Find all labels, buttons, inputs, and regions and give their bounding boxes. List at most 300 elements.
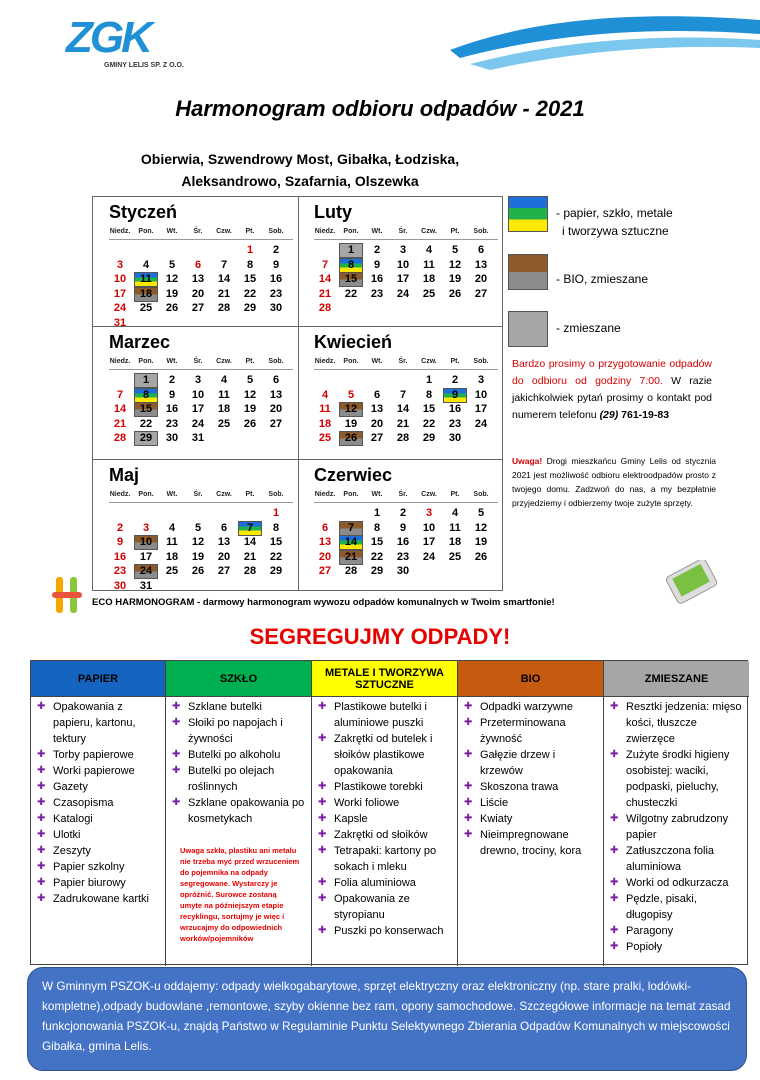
calendar-day: 16 xyxy=(269,273,283,285)
calendar-day: 3 xyxy=(194,374,202,386)
weekday-label: Czw. xyxy=(421,228,437,235)
waste-item: ✚ Odpadki warzywne xyxy=(462,699,599,715)
calendar-day: 29 xyxy=(370,565,384,577)
column-header: BIO xyxy=(458,661,603,697)
calendar-day: 6 xyxy=(373,388,381,401)
column-header: SZKŁO xyxy=(166,661,311,697)
waste-item: ✚ Opakowania ze styropianu xyxy=(316,891,453,923)
weekday-label: Niedz. xyxy=(314,491,336,498)
calendar-day: 15 xyxy=(340,273,362,286)
calendar-day: 12 xyxy=(474,521,488,534)
waste-item: ✚ Opakowania z papieru, kartonu, tektury xyxy=(35,699,161,747)
calendar-day: 1 xyxy=(373,507,381,519)
weekday-label: Niedz. xyxy=(314,228,336,235)
calendar-day: 9 xyxy=(444,389,466,402)
calendar-day: 25 xyxy=(165,565,179,577)
month-0 xyxy=(93,197,298,327)
note-red-text: Bardzo prosimy o przygotowanie odpadów do odbioru od godziny 7:00. xyxy=(512,358,712,387)
calendar-day: 2 xyxy=(116,521,124,534)
calendar-day: 7 xyxy=(116,388,124,401)
weekday-label: Czw. xyxy=(216,491,232,498)
calendar-day: 3 xyxy=(116,258,124,271)
logo-text: ZGK xyxy=(66,13,150,62)
calendar-day: 6 xyxy=(272,374,280,386)
column-header: ZMIESZANE xyxy=(604,661,749,697)
calendar-day: 28 xyxy=(318,302,332,314)
waste-item: ✚ Gałęzie drzew i krzewów xyxy=(462,747,599,779)
calendar-grid xyxy=(92,196,503,591)
calendar-day: 26 xyxy=(340,432,362,445)
calendar-day: 27 xyxy=(370,432,384,444)
calendar-day: 22 xyxy=(344,287,358,300)
waste-item: ✚ Worki od odkurzacza xyxy=(608,875,745,891)
calendar-day: 25 xyxy=(139,302,153,314)
calendar-day: 24 xyxy=(474,417,488,430)
weekday-header xyxy=(314,491,498,503)
weekday-header xyxy=(109,491,293,503)
legend-label-segregated xyxy=(556,204,673,240)
calendar-day: 8 xyxy=(425,388,433,401)
calendar-day: 12 xyxy=(448,258,462,271)
calendar-day: 24 xyxy=(191,417,205,430)
weekday-label: Sob. xyxy=(473,228,489,235)
month-name: Marzec xyxy=(109,332,171,352)
calendar-day: 28 xyxy=(344,565,358,577)
waste-item: ✚ Paragony xyxy=(608,923,745,939)
calendar-day: 20 xyxy=(318,550,332,563)
calendar-day: 31 xyxy=(113,316,127,329)
weekday-header xyxy=(314,358,498,370)
weekday-label: Pt. xyxy=(450,228,460,235)
calendar-day: 25 xyxy=(422,287,436,300)
calendar-day: 3 xyxy=(425,507,433,519)
calendar-day: 1 xyxy=(425,374,433,386)
calendar-day: 4 xyxy=(168,521,176,534)
weekday-label: Pon. xyxy=(343,491,359,498)
localities-line-2: Aleksandrowo, Szafarnia, Olszewka xyxy=(181,173,419,189)
calendar-day: 18 xyxy=(165,550,179,563)
note-text: W razie jakichkolwiek pytań prosimy o kontakt pod numerem telefonu xyxy=(512,375,712,421)
calendar-day: 17 xyxy=(139,550,153,563)
calendar-day: 2 xyxy=(399,507,407,519)
calendar-day: 13 xyxy=(370,403,384,415)
calendar-day: 17 xyxy=(422,536,436,548)
calendar-day: 10 xyxy=(422,521,436,534)
calendar-day: 6 xyxy=(477,244,485,256)
calendar-day: 3 xyxy=(142,521,150,534)
calendar-day: 22 xyxy=(139,417,153,430)
calendar-day: 5 xyxy=(477,507,485,519)
weekday-label: Śr. xyxy=(398,228,408,235)
waste-item: ✚ Gazety xyxy=(35,779,161,795)
logo-subtitle: GMINY LELIS SP. Z O.O. xyxy=(104,62,184,69)
weekday-label: Pon. xyxy=(138,491,154,498)
calendar-day: 12 xyxy=(165,273,179,285)
calendar-day: 14 xyxy=(340,536,362,549)
weekday-label: Czw. xyxy=(421,358,437,365)
washing-warning: Uwaga szkła, plastiku ani metalu nie trzeba myć przed wrzuceniem do pojemnika na odpady segregowane. Wystarczy je opróżnić. Surowce zostaną umyte na późniejszym etapie recyklingu, sortujmy je więc i wrzucajmy do odpowiednich worków/pojemników xyxy=(180,846,300,943)
calendar-day: 11 xyxy=(423,258,435,271)
segregation-column xyxy=(166,661,312,966)
calendar-day: 19 xyxy=(344,417,358,430)
calendar-day: 19 xyxy=(448,273,462,285)
weekday-label: Wt. xyxy=(166,228,178,235)
calendar-day: 31 xyxy=(139,579,153,592)
calendar-day: 27 xyxy=(318,565,332,577)
page-title: Harmonogram odbioru odpadów - 2021 xyxy=(175,96,585,121)
calendar-day: 23 xyxy=(370,287,384,300)
waste-item: ✚ Zakrętki od butelek i słoików plastikowe opakowania xyxy=(316,731,453,779)
weekday-label: Sob. xyxy=(268,491,284,498)
calendar-day: 15 xyxy=(422,403,436,415)
calendar-day: 11 xyxy=(135,273,157,286)
pszok-text: W Gminnym PSZOK-u oddajemy: odpady wielkogabarytowe, sprzęt elektryczny oraz elektroniczny (np. stare pralki, lodówki- kompletne),odpady budowlane ,remontowe, szyby okienne bez ram, opony samochodowe. Szczegółowe informacje na temat zasad funkcjonowania PSZOK-u, znajdą Państwo w Regulaminie Punktu Selektywnego Zbierania Odpadów Komunalnych w miejscowości Gibałka, gmina Lelis. xyxy=(42,979,731,1053)
calendar-day: 5 xyxy=(347,388,355,401)
calendar-day: 16 xyxy=(448,403,462,415)
calendar-day: 9 xyxy=(272,258,280,271)
weekday-label: Sob. xyxy=(473,358,489,365)
weekday-label: Niedz. xyxy=(314,358,336,365)
calendar-day: 20 xyxy=(191,287,205,300)
month-name: Czerwiec xyxy=(314,465,393,485)
calendar-day: 14 xyxy=(113,403,127,415)
calendar-day: 29 xyxy=(243,302,257,314)
calendar-day: 26 xyxy=(474,550,488,563)
calendar-day: 23 xyxy=(269,287,283,300)
wave-decoration xyxy=(430,0,760,70)
calendar-day: 20 xyxy=(474,273,488,285)
calendar-day: 25 xyxy=(318,432,332,444)
waste-item: ✚ Papier szkolny xyxy=(35,859,161,875)
calendar-day: 18 xyxy=(422,273,436,285)
calendar-day: 30 xyxy=(113,579,127,592)
calendar-day: 17 xyxy=(191,403,205,415)
calendar-day: 30 xyxy=(269,302,283,314)
weekday-label: Wt. xyxy=(371,228,383,235)
calendar-day: 11 xyxy=(218,388,230,401)
calendar-day: 26 xyxy=(165,302,179,314)
month-name: Luty xyxy=(314,202,352,222)
segregation-table xyxy=(30,660,748,965)
calendar-day: 7 xyxy=(220,258,228,271)
electro-waste-note xyxy=(512,454,716,510)
calendar-day: 30 xyxy=(165,432,179,444)
calendar-day: 17 xyxy=(113,287,127,300)
month-name: Styczeń xyxy=(109,202,178,222)
waste-item: ✚ Worki papierowe xyxy=(35,763,161,779)
weekday-label: Pt. xyxy=(450,491,460,498)
calendar-day: 25 xyxy=(217,417,231,430)
waste-item: ✚ Tetrapaki: kartony po sokach i mleku xyxy=(316,843,453,875)
waste-item: ✚ Worki foliowe xyxy=(316,795,453,811)
calendar-day: 10 xyxy=(396,258,410,271)
calendar-day: 15 xyxy=(243,273,257,285)
legend-label-line: i tworzywa sztuczne xyxy=(562,224,669,238)
waste-item: ✚ Katalogi xyxy=(35,811,161,827)
calendar-day: 26 xyxy=(243,417,257,430)
waste-item: ✚ Pędzle, pisaki, długopisy xyxy=(608,891,745,923)
weekday-label: Wt. xyxy=(371,491,383,498)
calendar-day: 17 xyxy=(474,403,488,415)
calendar-day: 8 xyxy=(135,389,157,402)
waste-item: ✚ Liście xyxy=(462,795,599,811)
weekday-label: Pon. xyxy=(343,228,359,235)
waste-list xyxy=(170,699,307,944)
month-2 xyxy=(93,327,298,457)
calendar-day: 15 xyxy=(269,536,283,548)
calendar-day: 18 xyxy=(135,288,157,301)
calendar-day: 23 xyxy=(396,550,410,563)
calendar-day: 1 xyxy=(272,507,280,519)
waste-item: ✚ Folia aluminiowa xyxy=(316,875,453,891)
weekday-label: Pon. xyxy=(343,358,359,365)
weekday-label: Pon. xyxy=(138,358,154,365)
waste-item: ✚ Zatłuszczona folia aluminiowa xyxy=(608,843,745,875)
weekday-label: Śr. xyxy=(398,358,408,365)
calendar-day: 19 xyxy=(474,536,488,548)
segregation-column xyxy=(31,661,166,966)
calendar-day: 14 xyxy=(217,273,231,285)
smartphone-icon xyxy=(664,560,722,610)
weekday-label: Czw. xyxy=(421,491,437,498)
waste-item: ✚ Zakrętki od słoików xyxy=(316,827,453,843)
weekday-label: Śr. xyxy=(398,491,408,498)
waste-item: ✚ Słoiki po napojach i żywności xyxy=(170,715,307,747)
weekday-label: Niedz. xyxy=(109,358,131,365)
waste-item: ✚ Kwiaty xyxy=(462,811,599,827)
calendar-day: 5 xyxy=(451,244,459,256)
weekday-label: Śr. xyxy=(193,491,203,498)
weekday-header xyxy=(109,358,293,370)
waste-list xyxy=(462,699,599,859)
collection-time-note xyxy=(512,356,712,424)
legend-label-bio: - BIO, zmieszane xyxy=(556,272,649,286)
localities xyxy=(110,148,490,192)
calendar-day: 5 xyxy=(194,521,202,534)
weekday-label: Pt. xyxy=(245,491,255,498)
calendar-day: 12 xyxy=(191,536,205,548)
calendar-day: 9 xyxy=(168,388,176,401)
calendar-day: 9 xyxy=(116,536,124,548)
calendar-day: 13 xyxy=(191,273,205,285)
segregation-heading: SEGREGUJMY ODPADY! xyxy=(249,624,511,649)
calendar-day: 14 xyxy=(243,536,257,548)
calendar-day: 19 xyxy=(191,550,205,563)
waste-item: ✚ Skoszona trawa xyxy=(462,779,599,795)
calendar-day: 30 xyxy=(396,565,410,577)
calendar-day: 6 xyxy=(321,521,329,534)
calendar-day: 21 xyxy=(340,551,362,564)
weekday-label: Pon. xyxy=(138,228,154,235)
calendar-day: 19 xyxy=(165,287,179,300)
calendar-day: 5 xyxy=(168,258,176,271)
calendar-day: 4 xyxy=(142,258,150,271)
waste-item: ✚ Ulotki xyxy=(35,827,161,843)
calendar-day: 1 xyxy=(135,374,157,387)
calendar-day: 22 xyxy=(243,287,257,300)
waste-item: ✚ Zeszyty xyxy=(35,843,161,859)
calendar-day: 23 xyxy=(113,565,127,577)
calendar-day: 15 xyxy=(135,403,157,416)
calendar-day: 24 xyxy=(396,287,410,300)
calendar-day: 4 xyxy=(321,388,329,401)
calendar-day: 24 xyxy=(113,302,127,314)
calendar-day: 16 xyxy=(165,403,179,415)
weekday-header xyxy=(109,228,293,240)
legend-swatch-bio xyxy=(508,254,548,290)
calendar-day: 14 xyxy=(396,403,410,415)
weekday-header xyxy=(314,228,498,240)
warning-label: Uwaga! xyxy=(512,456,543,466)
calendar-day: 24 xyxy=(422,550,436,563)
month-4 xyxy=(93,460,298,590)
calendar-day: 9 xyxy=(399,521,407,534)
eco-harmonogram-text: ECO HARMONOGRAM - darmowy harmonogram wywozu odpadów komunalnych w Twoim smartfonie! xyxy=(92,597,555,608)
legend-label-line: - papier, szkło, metale xyxy=(556,206,673,220)
weekday-label: Czw. xyxy=(216,228,232,235)
calendar-day: 26 xyxy=(191,565,205,577)
calendar-day: 21 xyxy=(396,417,410,430)
month-3 xyxy=(298,327,503,457)
waste-item: ✚ Plastikowe butelki i aluminiowe puszki xyxy=(316,699,453,731)
localities-line-1: Obierwia, Szwendrowy Most, Gibałka, Łodziska, xyxy=(140,151,460,167)
calendar-day: 8 xyxy=(373,521,381,534)
calendar-day: 22 xyxy=(269,550,283,563)
month-1 xyxy=(298,197,503,327)
waste-item: ✚ Butelki po alkoholu xyxy=(170,747,307,763)
waste-item: ✚ Szklane opakowania po kosmetykach xyxy=(170,795,307,827)
calendar-day: 1 xyxy=(246,244,254,256)
calendar-day: 8 xyxy=(340,259,362,272)
calendar-day: 8 xyxy=(246,258,254,271)
calendar-day: 7 xyxy=(399,388,407,401)
calendar-day: 2 xyxy=(451,374,459,386)
calendar-day: 20 xyxy=(269,403,283,415)
phone-number: 761-19-83 xyxy=(618,409,670,421)
calendar-day: 18 xyxy=(318,417,332,430)
calendar-day: 6 xyxy=(194,258,202,271)
waste-item: ✚ Zadrukowane kartki xyxy=(35,891,161,907)
weekday-label: Sob. xyxy=(268,228,284,235)
calendar-day: 19 xyxy=(243,403,257,415)
calendar-day: 13 xyxy=(474,258,488,271)
calendar-day: 28 xyxy=(243,565,257,577)
calendar-day: 12 xyxy=(340,403,362,416)
waste-item: ✚ Popioły xyxy=(608,939,745,955)
calendar-day: 4 xyxy=(220,374,228,386)
eco-harmonogram-logo xyxy=(48,575,88,615)
calendar-day: 16 xyxy=(396,536,410,548)
calendar-day: 13 xyxy=(217,536,231,548)
weekday-label: Wt. xyxy=(371,358,383,365)
calendar-day: 24 xyxy=(135,565,157,578)
waste-list xyxy=(35,699,161,907)
calendar-day: 1 xyxy=(340,244,362,257)
waste-item: ✚ Kapsle xyxy=(316,811,453,827)
calendar-day: 2 xyxy=(168,374,176,386)
calendar-day: 14 xyxy=(318,273,332,285)
calendar-day: 28 xyxy=(396,432,410,444)
calendar-day: 21 xyxy=(217,287,231,300)
calendar-day: 21 xyxy=(243,550,257,563)
calendar-day: 13 xyxy=(318,536,332,548)
company-logo xyxy=(66,13,206,76)
weekday-label: Sob. xyxy=(473,491,489,498)
calendar-day: 11 xyxy=(319,403,331,415)
legend-swatch-segregated xyxy=(508,196,548,232)
calendar-day: 16 xyxy=(370,273,384,285)
calendar-day: 17 xyxy=(396,273,410,285)
calendar-day: 20 xyxy=(370,417,384,430)
calendar-day: 12 xyxy=(243,388,257,401)
calendar-day: 7 xyxy=(340,522,362,535)
month-name: Maj xyxy=(109,465,140,485)
waste-item: ✚ Nieimpregnowane drewno, trociny, kora xyxy=(462,827,599,859)
calendar-day: 21 xyxy=(318,287,332,300)
weekday-label: Wt. xyxy=(166,491,178,498)
calendar-day: 5 xyxy=(246,374,254,386)
calendar-day: 28 xyxy=(113,432,127,444)
waste-item: ✚ Resztki jedzenia: mięso kości, tłuszcze zwierzęce xyxy=(608,699,745,747)
month-5 xyxy=(298,460,503,590)
weekday-label: Wt. xyxy=(166,358,178,365)
calendar-day: 11 xyxy=(449,521,461,534)
calendar-day: 10 xyxy=(135,536,157,549)
waste-item: ✚ Zużyte środki higieny osobistej: waciki, podpaski, pieluchy, chusteczki xyxy=(608,747,745,811)
waste-item: ✚ Szklane butelki xyxy=(170,699,307,715)
calendar-day: 10 xyxy=(113,273,127,285)
weekday-label: Niedz. xyxy=(109,491,131,498)
calendar-day: 3 xyxy=(477,374,485,386)
calendar-day: 6 xyxy=(220,521,228,534)
legend-item-bio xyxy=(508,254,748,294)
calendar-day: 2 xyxy=(373,244,381,256)
calendar-day: 29 xyxy=(269,565,283,577)
waste-item: ✚ Butelki po olejach roślinnych xyxy=(170,763,307,795)
calendar-day: 18 xyxy=(217,403,231,415)
segregation-column xyxy=(458,661,604,966)
waste-item: ✚ Puszki po konserwach xyxy=(316,923,453,939)
calendar-day: 9 xyxy=(373,258,381,271)
calendar-day: 23 xyxy=(448,417,462,430)
calendar-day: 10 xyxy=(474,388,488,401)
calendar-day: 31 xyxy=(191,432,205,444)
weekday-label: Śr. xyxy=(193,228,203,235)
calendar-day: 29 xyxy=(422,432,436,444)
calendar-day: 22 xyxy=(422,417,436,430)
weekday-label: Sob. xyxy=(268,358,284,365)
calendar-day: 18 xyxy=(448,536,462,548)
calendar-day: 11 xyxy=(166,536,178,548)
column-header: PAPIER xyxy=(31,661,165,697)
calendar-day: 30 xyxy=(448,432,462,444)
column-header: METALE I TWORZYWA SZTUCZNE xyxy=(312,661,457,697)
weekday-label: Śr. xyxy=(193,358,203,365)
month-name: Kwiecień xyxy=(314,332,393,352)
calendar-day: 28 xyxy=(217,302,231,314)
electro-waste-text: Drogi mieszkańcu Gminy Lelis od stycznia 2021 jest możliwość odbioru elektroodpadów prosto z twojego domu. Zadzwoń do nas, a my bezpłatnie przyjedziemy i odbierzemy twoje zużyte sprzęty. xyxy=(512,456,716,508)
calendar-day: 7 xyxy=(321,258,329,271)
weekday-label: Niedz. xyxy=(109,228,131,235)
waste-item: ✚ Torby papierowe xyxy=(35,747,161,763)
legend-label-mixed: - zmieszane xyxy=(556,321,621,335)
calendar-day: 13 xyxy=(269,388,283,401)
calendar-day: 27 xyxy=(191,302,205,314)
weekday-label: Pt. xyxy=(245,228,255,235)
waste-item: ✚ Czasopisma xyxy=(35,795,161,811)
waste-list xyxy=(316,699,453,939)
waste-item: ✚ Papier biurowy xyxy=(35,875,161,891)
